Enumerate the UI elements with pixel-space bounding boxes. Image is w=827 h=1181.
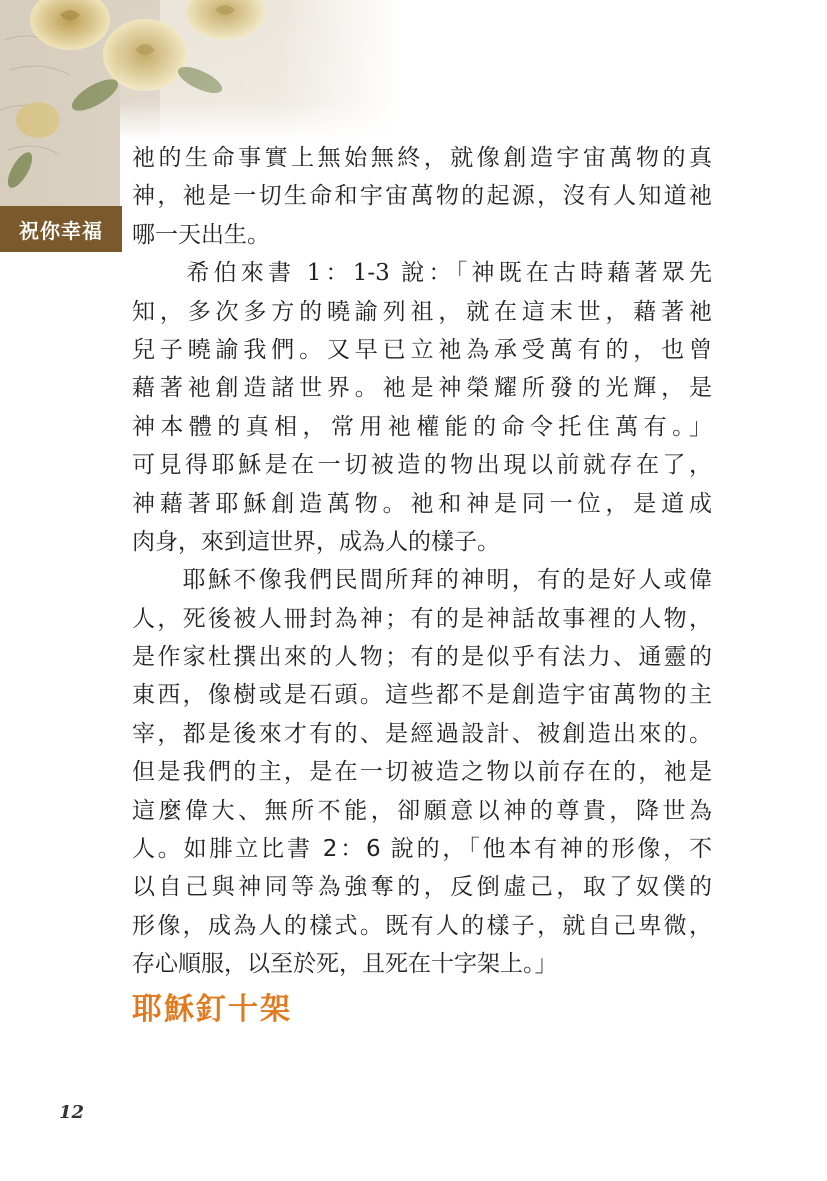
text-line: 可見得耶穌是在一切被造的物出現以前就存在了， (132, 452, 712, 479)
text-line: 這麼偉大、無所不能，卻願意以神的尊貴，降世為 (132, 797, 712, 824)
page-number: 12 (59, 1102, 85, 1123)
section-tab-label: 祝你幸福 (19, 218, 103, 243)
text-line: 神本體的真相，常用祂權能的命令托住萬有。」 (132, 413, 712, 440)
text-line: 人，死後被人冊封為神；有的是神話故事裡的人物， (132, 605, 712, 632)
text-line: 是作家杜撰出來的人物；有的是似乎有法力、通靈的 (132, 644, 712, 671)
text-line: 以自己與神同等為強奪的，反倒虛己，取了奴僕的 (132, 874, 712, 901)
text-line: 希伯來書 1：1-3 說：「神既在古時藉著眾先 (132, 260, 712, 287)
section-heading: 耶穌釘十架 (132, 991, 292, 1027)
body-text (132, 139, 712, 1030)
text-line: 存心順服，以至於死，且死在十字架上。」 (132, 951, 558, 978)
paragraph (132, 561, 712, 983)
text-line: 形像，成為人的樣式。既有人的樣子，就自己卑微， (132, 912, 712, 939)
text-line: 肉身，來到這世界，成為人的樣子。 (132, 528, 500, 555)
section-tab (0, 206, 122, 252)
text-line: 藉著祂創造諸世界。祂是神榮耀所發的光輝，是 (132, 375, 712, 402)
text-line: 神，祂是一切生命和宇宙萬物的起源，沒有人知道祂 (132, 183, 712, 210)
paragraph (132, 254, 712, 561)
text-line: 耶穌不像我們民間所拜的神明，有的是好人或偉 (132, 567, 712, 594)
text-line: 兒子曉諭我們。又早已立祂為承受萬有的，也曾 (132, 336, 712, 363)
text-line: 宰，都是後來才有的、是經過設計、被創造出來的。 (132, 720, 712, 747)
paragraph (132, 139, 712, 254)
text-line: 祂的生命事實上無始無終，就像創造宇宙萬物的真 (132, 145, 712, 171)
text-line: 人。如腓立比書 2：6 說的，「他本有神的形像，不 (132, 836, 712, 863)
text-line: 知，多次多方的曉諭列祖，就在這末世，藉著祂 (132, 298, 712, 325)
text-line: 但是我們的主，是在一切被造之物以前存在的，祂是 (132, 759, 712, 786)
text-line: 神藉著耶穌創造萬物。祂和神是同一位，是道成 (132, 490, 712, 517)
text-line: 哪一天出生。 (132, 221, 270, 248)
text-line: 東西，像樹或是石頭。這些都不是創造宇宙萬物的主 (132, 682, 712, 709)
